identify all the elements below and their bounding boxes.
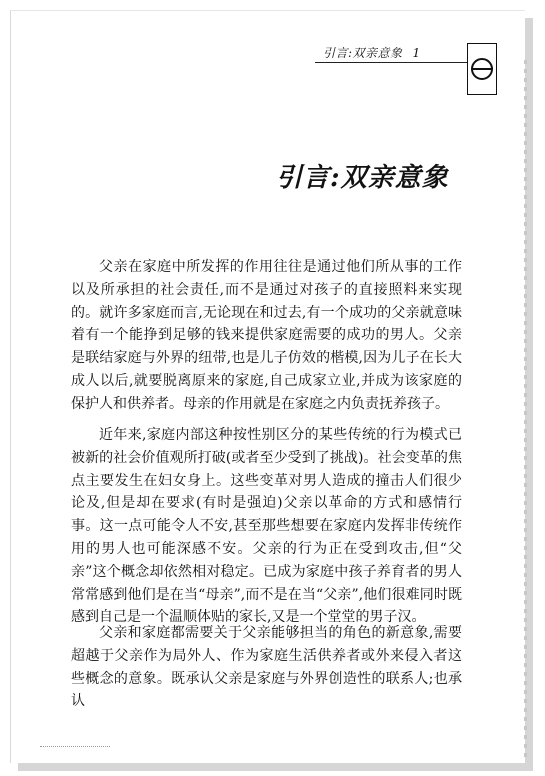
running-header bbox=[323, 44, 483, 61]
page-badge bbox=[467, 43, 497, 95]
page-edge bbox=[524, 60, 527, 760]
chapter-title: 引言:双亲意象 bbox=[276, 163, 449, 194]
header-rule bbox=[315, 62, 471, 63]
body-paragraph-2: 近年来,家庭内部这种按性别区分的某些传统的行为模式已被新的社会价值观所打破(或者至少受到了挑战)。社会变革的焦点主要发生在妇女身上。这些变革对男人造成的撞击人们很少论及,但是却在要求(有时是强迫)父亲以革命的方式和感情行事。这一点可能令人不安,甚至那些想要在家庭内发挥非传统作用的男人也可能深感不安。父亲的行为正在受到攻击,但“父亲”这个概念却依然相对稳定。已成为家庭中孩子养育者的男人常常感到他们是在当“母亲”,而不是在当“父亲”,他们很难同时既感到自己是一个温顺体贴的家长,又是一个堂堂的男子汉。 bbox=[71, 427, 462, 626]
ornament-line bbox=[471, 68, 493, 70]
body-paragraph-1: 父亲在家庭中所发挥的作用往往是通过他们所从事的工作以及所承担的社会责任,而不是通过对孩子的直接照料来实现的。就许多家庭而言,无论现在和过去,有一个成功的父亲就意味着有一个能挣到足够的钱来提供家庭需要的成功的男人。父亲是联结家庭与外界的纽带,也是儿子仿效的楷模,因为儿子在长大成人以后,就要脱离原来的家庭,自己成家立业,并成为该家庭的保护人和供养者。母亲的作用就是在家庭之内负责抚养孩子。 bbox=[71, 259, 462, 412]
page-number: 1 bbox=[412, 46, 421, 60]
running-title: 引言:双亲意象 bbox=[323, 46, 403, 60]
footer-mark bbox=[40, 745, 110, 747]
body-paragraph-3: 父亲和家庭都需要关于父亲能够担当的角色的新意象,需要超越于父亲作为局外人、作为家庭生活供养者或外来侵入者这些概念的意象。既承认父亲是家庭与外界创造性的联系人;也承认 bbox=[71, 625, 462, 710]
